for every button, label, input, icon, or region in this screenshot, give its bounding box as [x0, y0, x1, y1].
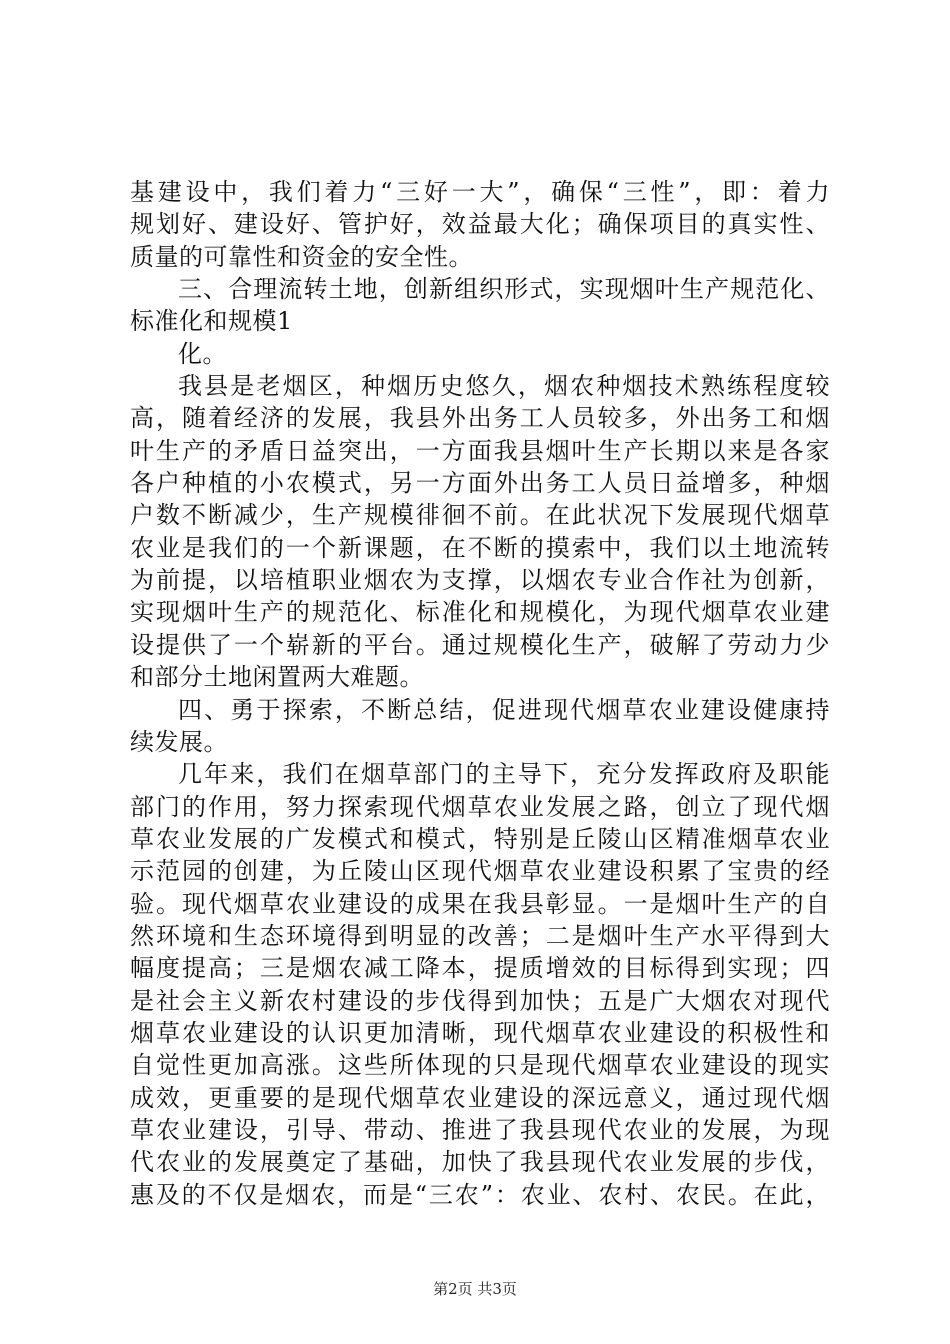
text-line: 户数不断减少，生产规模徘徊不前。在此状况下发展现代烟草 [130, 501, 830, 530]
text-line: 为前提，以培植职业烟农为支撑，以烟农专业合作社为创新， [130, 566, 830, 595]
text-line: 基建设中，我们着力“三好一大”，确保“三性”，即：着力 [130, 178, 830, 206]
text-line: 自觉性更加高涨。这些所体现的只是现代烟草农业建设的现实 [130, 1051, 830, 1080]
text-line: 我县是老烟区，种烟历史悠久，烟农种烟技术熟练程度较 [178, 372, 830, 401]
text-line: 叶生产的矛盾日益突出，一方面我县烟叶生产长期以来是各家 [130, 436, 830, 465]
text-line: 各户种植的小农模式，另一方面外出务工人员日益增多，种烟 [130, 469, 830, 498]
page-number-footer: 第2页 共3页 [433, 1280, 517, 1298]
text-line: 和部分土地闲置两大难题。 [130, 663, 424, 692]
text-line: 四、勇于探索，不断总结，促进现代烟草农业建设健康持 [178, 695, 830, 724]
text-line: 化。 [178, 339, 227, 368]
text-line: 草农业建设，引导、带动、推进了我县现代农业的发展，为现 [130, 1115, 830, 1144]
text-line: 部门的作用，努力探索现代烟草农业发展之路，创立了现代烟 [130, 792, 830, 821]
text-line: 实现烟叶生产的规范化、标准化和规模化，为现代烟草农业建 [130, 598, 830, 627]
text-line: 草农业发展的广发模式和模式，特别是丘陵山区精准烟草农业 [130, 824, 830, 853]
text-line: 惠及的不仅是烟农，而是“三农”：农业、农村、农民。在此， [130, 1180, 830, 1209]
text-line: 质量的可靠性和资金的安全性。 [130, 242, 473, 271]
text-line: 烟草农业建设的认识更加清晰，现代烟草农业建设的积极性和 [130, 1018, 830, 1047]
text-line: 规划好、建设好、管护好，效益最大化；确保项目的真实性、 [130, 210, 830, 239]
text-line: 农业是我们的一个新课题，在不断的摸索中，我们以土地流转 [130, 533, 830, 562]
text-line: 示范园的创建，为丘陵山区现代烟草农业建设积累了宝贵的经 [130, 857, 830, 886]
text-line: 代农业的发展奠定了基础，加快了我县现代农业发展的步伐， [130, 1148, 830, 1177]
text-line: 高，随着经济的发展，我县外出务工人员较多，外出务工和烟 [130, 404, 830, 433]
text-line: 标准化和规模1 [130, 307, 293, 336]
text-line: 幅度提高；三是烟农减工降本，提质增效的目标得到实现；四 [130, 954, 830, 983]
text-line: 三、合理流转土地，创新组织形式，实现烟叶生产规范化、 [178, 275, 830, 304]
text-line: 设提供了一个崭新的平台。通过规模化生产，破解了劳动力少 [130, 630, 830, 659]
text-line: 续发展。 [130, 727, 228, 756]
document-body [130, 176, 830, 1211]
text-line: 成效，更重要的是现代烟草农业建设的深远意义，通过现代烟 [130, 1083, 830, 1112]
text-line: 然环境和生态环境得到明显的改善；二是烟叶生产水平得到大 [130, 921, 830, 950]
text-line: 是社会主义新农村建设的步伐得到加快；五是广大烟农对现代 [130, 986, 830, 1015]
text-line: 几年来，我们在烟草部门的主导下，充分发挥政府及职能 [178, 760, 830, 789]
text-line: 验。现代烟草农业建设的成果在我县彰显。一是烟叶生产的自 [130, 889, 830, 918]
